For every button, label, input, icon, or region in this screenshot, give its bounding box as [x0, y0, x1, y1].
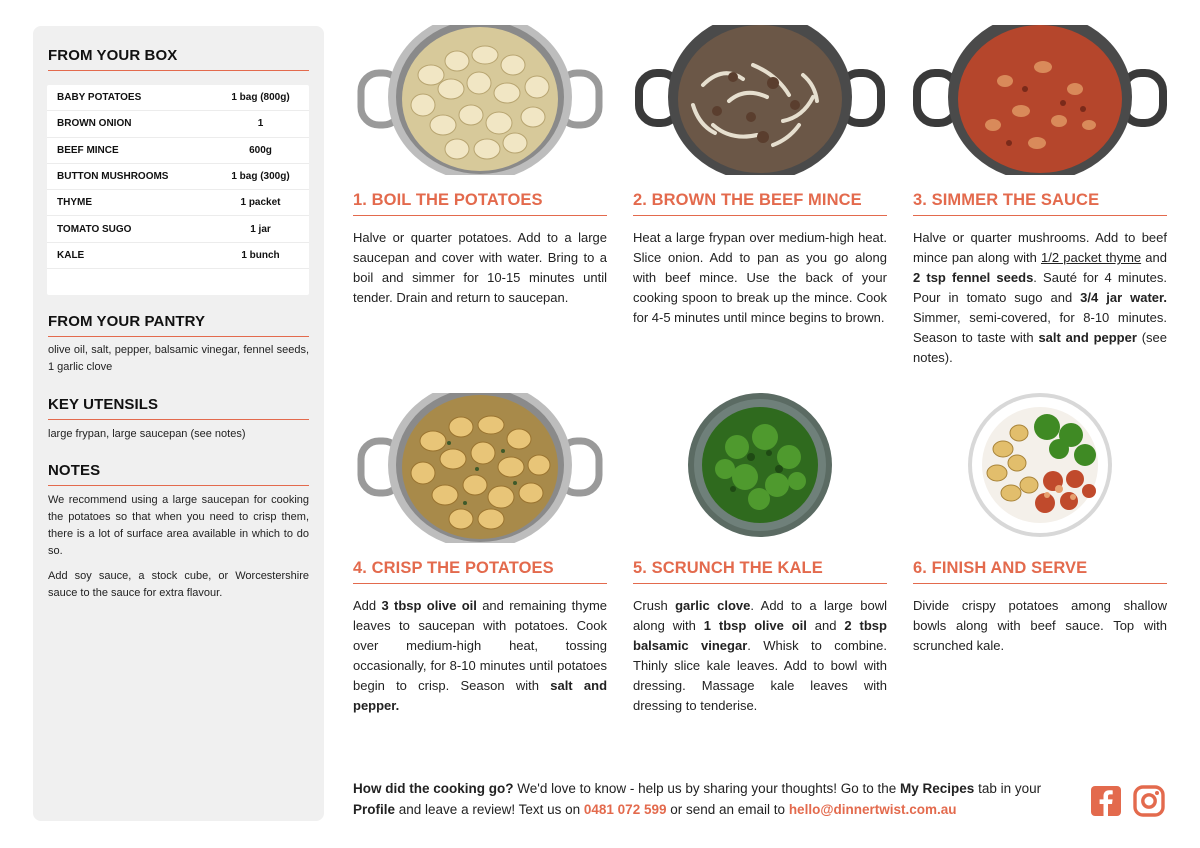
- table-row: [47, 216, 309, 242]
- body-text: Add: [353, 598, 382, 613]
- crispy-potatoes-pot-photo: [353, 393, 607, 543]
- pantry-text: olive oil, salt, pepper, balsamic vinegar, fennel seeds, 1 garlic clove: [48, 344, 309, 373]
- contact-link[interactable]: hello@dinnertwist.com.au: [788, 802, 957, 817]
- sauce-pan-photo: [913, 25, 1167, 175]
- ingredient-name: TOMATO SUGO: [57, 223, 132, 235]
- ingredient-name: BABY POTATOES: [57, 92, 142, 104]
- table-row: [47, 111, 309, 137]
- instagram-icon[interactable]: [1133, 785, 1165, 817]
- table-row-empty: [47, 269, 309, 295]
- body-text: and remaining thyme leaves to saucepan with potatoes. Cook over medium-high heat, tossing occasionally, for 8-10 minutes until potatoes begin to crisp. Season with: [353, 598, 608, 693]
- step-1-text: [353, 228, 607, 308]
- notes-title: NOTES: [48, 462, 309, 486]
- emphasis-text: salt and pepper.: [353, 678, 608, 713]
- ingredient-name: THYME: [57, 197, 92, 209]
- step-3-text: [913, 228, 1167, 368]
- table-row: [47, 243, 309, 269]
- ingredient-qty: 1 bag (800g): [231, 92, 290, 104]
- emphasis-text: 3 tbsp olive oil: [381, 598, 477, 613]
- contact-link[interactable]: 0481 072 599: [583, 802, 667, 817]
- utensils-title: KEY UTENSILS: [48, 396, 309, 420]
- box-ingredients-table: [47, 85, 309, 295]
- ingredient-name: BUTTON MUSHROOMS: [57, 171, 169, 183]
- ingredient-name: BROWN ONION: [57, 118, 132, 130]
- step-5-title: 5. SCRUNCH THE KALE: [633, 559, 887, 584]
- emphasis-text: 3/4 jar water.: [1080, 290, 1167, 305]
- step-2-title: 2. BROWN THE BEEF MINCE: [633, 191, 887, 216]
- pantry-title: FROM YOUR PANTRY: [48, 313, 309, 337]
- ingredient-qty: 1 bunch: [241, 249, 280, 261]
- body-text: and leave a review! Text us on: [395, 802, 584, 817]
- notes-text-1: We recommend using a large saucepan for cooking the potatoes so that when you need to crisp them, there is a lot of surface area available in which to do so.: [48, 494, 309, 557]
- table-row: [47, 138, 309, 164]
- body-text: Heat a large frypan over medium-high heat. Slice onion. Add to pan as you go along with beef mince. Use the back of your cooking spoon to break up the mince. Cook for 4-5 minutes until mince begins to brown.: [633, 230, 887, 325]
- emphasis-text: 2 tbsp balsamic vinegar: [633, 618, 887, 653]
- underlined-text: 1/2 packet thyme: [1041, 250, 1142, 265]
- table-row: [47, 190, 309, 216]
- facebook-icon[interactable]: [1090, 785, 1122, 817]
- body-text: We'd love to know - help us by sharing your thoughts! Go to the: [513, 781, 901, 796]
- table-row: [47, 164, 309, 190]
- step-3-title: 3. SIMMER THE SAUCE: [913, 191, 1167, 216]
- kale-bowl-photo: [633, 393, 887, 543]
- feedback-footer: [353, 778, 1073, 820]
- body-text: . Add to a large bowl along with: [633, 598, 887, 633]
- ingredient-qty: 1 jar: [250, 223, 271, 235]
- emphasis-text: garlic clove: [675, 598, 751, 613]
- potatoes-pot-photo: [353, 25, 607, 175]
- ingredient-name: KALE: [57, 249, 85, 261]
- emphasis-text: 1 tbsp olive oil: [703, 618, 807, 633]
- step-4-text: [353, 596, 607, 716]
- body-text: . Sauté for 4 minutes. Pour in tomato sugo and: [913, 270, 1167, 305]
- emphasis-text: Profile: [353, 802, 396, 817]
- body-text: tab in your: [974, 781, 1042, 796]
- box-title: FROM YOUR BOX: [48, 47, 309, 71]
- body-text: Crush: [633, 598, 676, 613]
- body-text: Halve or quarter potatoes. Add to a large saucepan and cover with water. Bring to a boil and simmer for 10-15 minutes until tender. Drain and return to saucepan.: [353, 230, 607, 305]
- body-text: Halve or quarter mushrooms. Add to beef mince pan along with: [913, 230, 1167, 265]
- step-4-title: 4. CRISP THE POTATOES: [353, 559, 607, 584]
- ingredient-qty: 1 bag (300g): [231, 171, 290, 183]
- body-text: and: [1141, 250, 1167, 265]
- body-text: . Whisk to combine. Thinly slice kale leaves. Add to bowl with dressing. Massage kale leaves with dressing to tenderise.: [633, 638, 887, 713]
- ingredient-qty: 1 packet: [240, 197, 281, 209]
- emphasis-text: How did the cooking go?: [353, 781, 514, 796]
- table-row: [47, 85, 309, 111]
- ingredient-name: BEEF MINCE: [57, 144, 119, 156]
- beef-mince-pan-photo: [633, 25, 887, 175]
- notes-text-2: Add soy sauce, a stock cube, or Worcestershire sauce to the sauce for extra flavour.: [48, 570, 309, 599]
- ingredient-qty: 600g: [249, 144, 272, 156]
- emphasis-text: 2 tsp fennel seeds: [913, 270, 1034, 285]
- step-6-title: 6. FINISH AND SERVE: [913, 559, 1167, 584]
- step-2-text: [633, 228, 887, 328]
- body-text: and: [806, 618, 845, 633]
- body-text: Divide crispy potatoes among shallow bowls along with beef sauce. Top with scrunched kale.: [913, 598, 1167, 653]
- sidebar: [33, 26, 324, 821]
- step-5-text: [633, 596, 887, 716]
- emphasis-text: salt and pepper: [1038, 330, 1137, 345]
- utensils-text: large frypan, large saucepan (see notes): [48, 428, 246, 440]
- finished-dish-photo: [913, 393, 1167, 543]
- step-6-text: [913, 596, 1167, 656]
- body-text: or send an email to: [666, 802, 789, 817]
- ingredient-qty: 1: [257, 118, 264, 130]
- step-1-title: 1. BOIL THE POTATOES: [353, 191, 607, 216]
- body-text: (see notes).: [913, 330, 1168, 365]
- emphasis-text: My Recipes: [900, 781, 975, 796]
- body-text: Simmer, semi-covered, for 8-10 minutes. Season to taste with: [913, 310, 1167, 345]
